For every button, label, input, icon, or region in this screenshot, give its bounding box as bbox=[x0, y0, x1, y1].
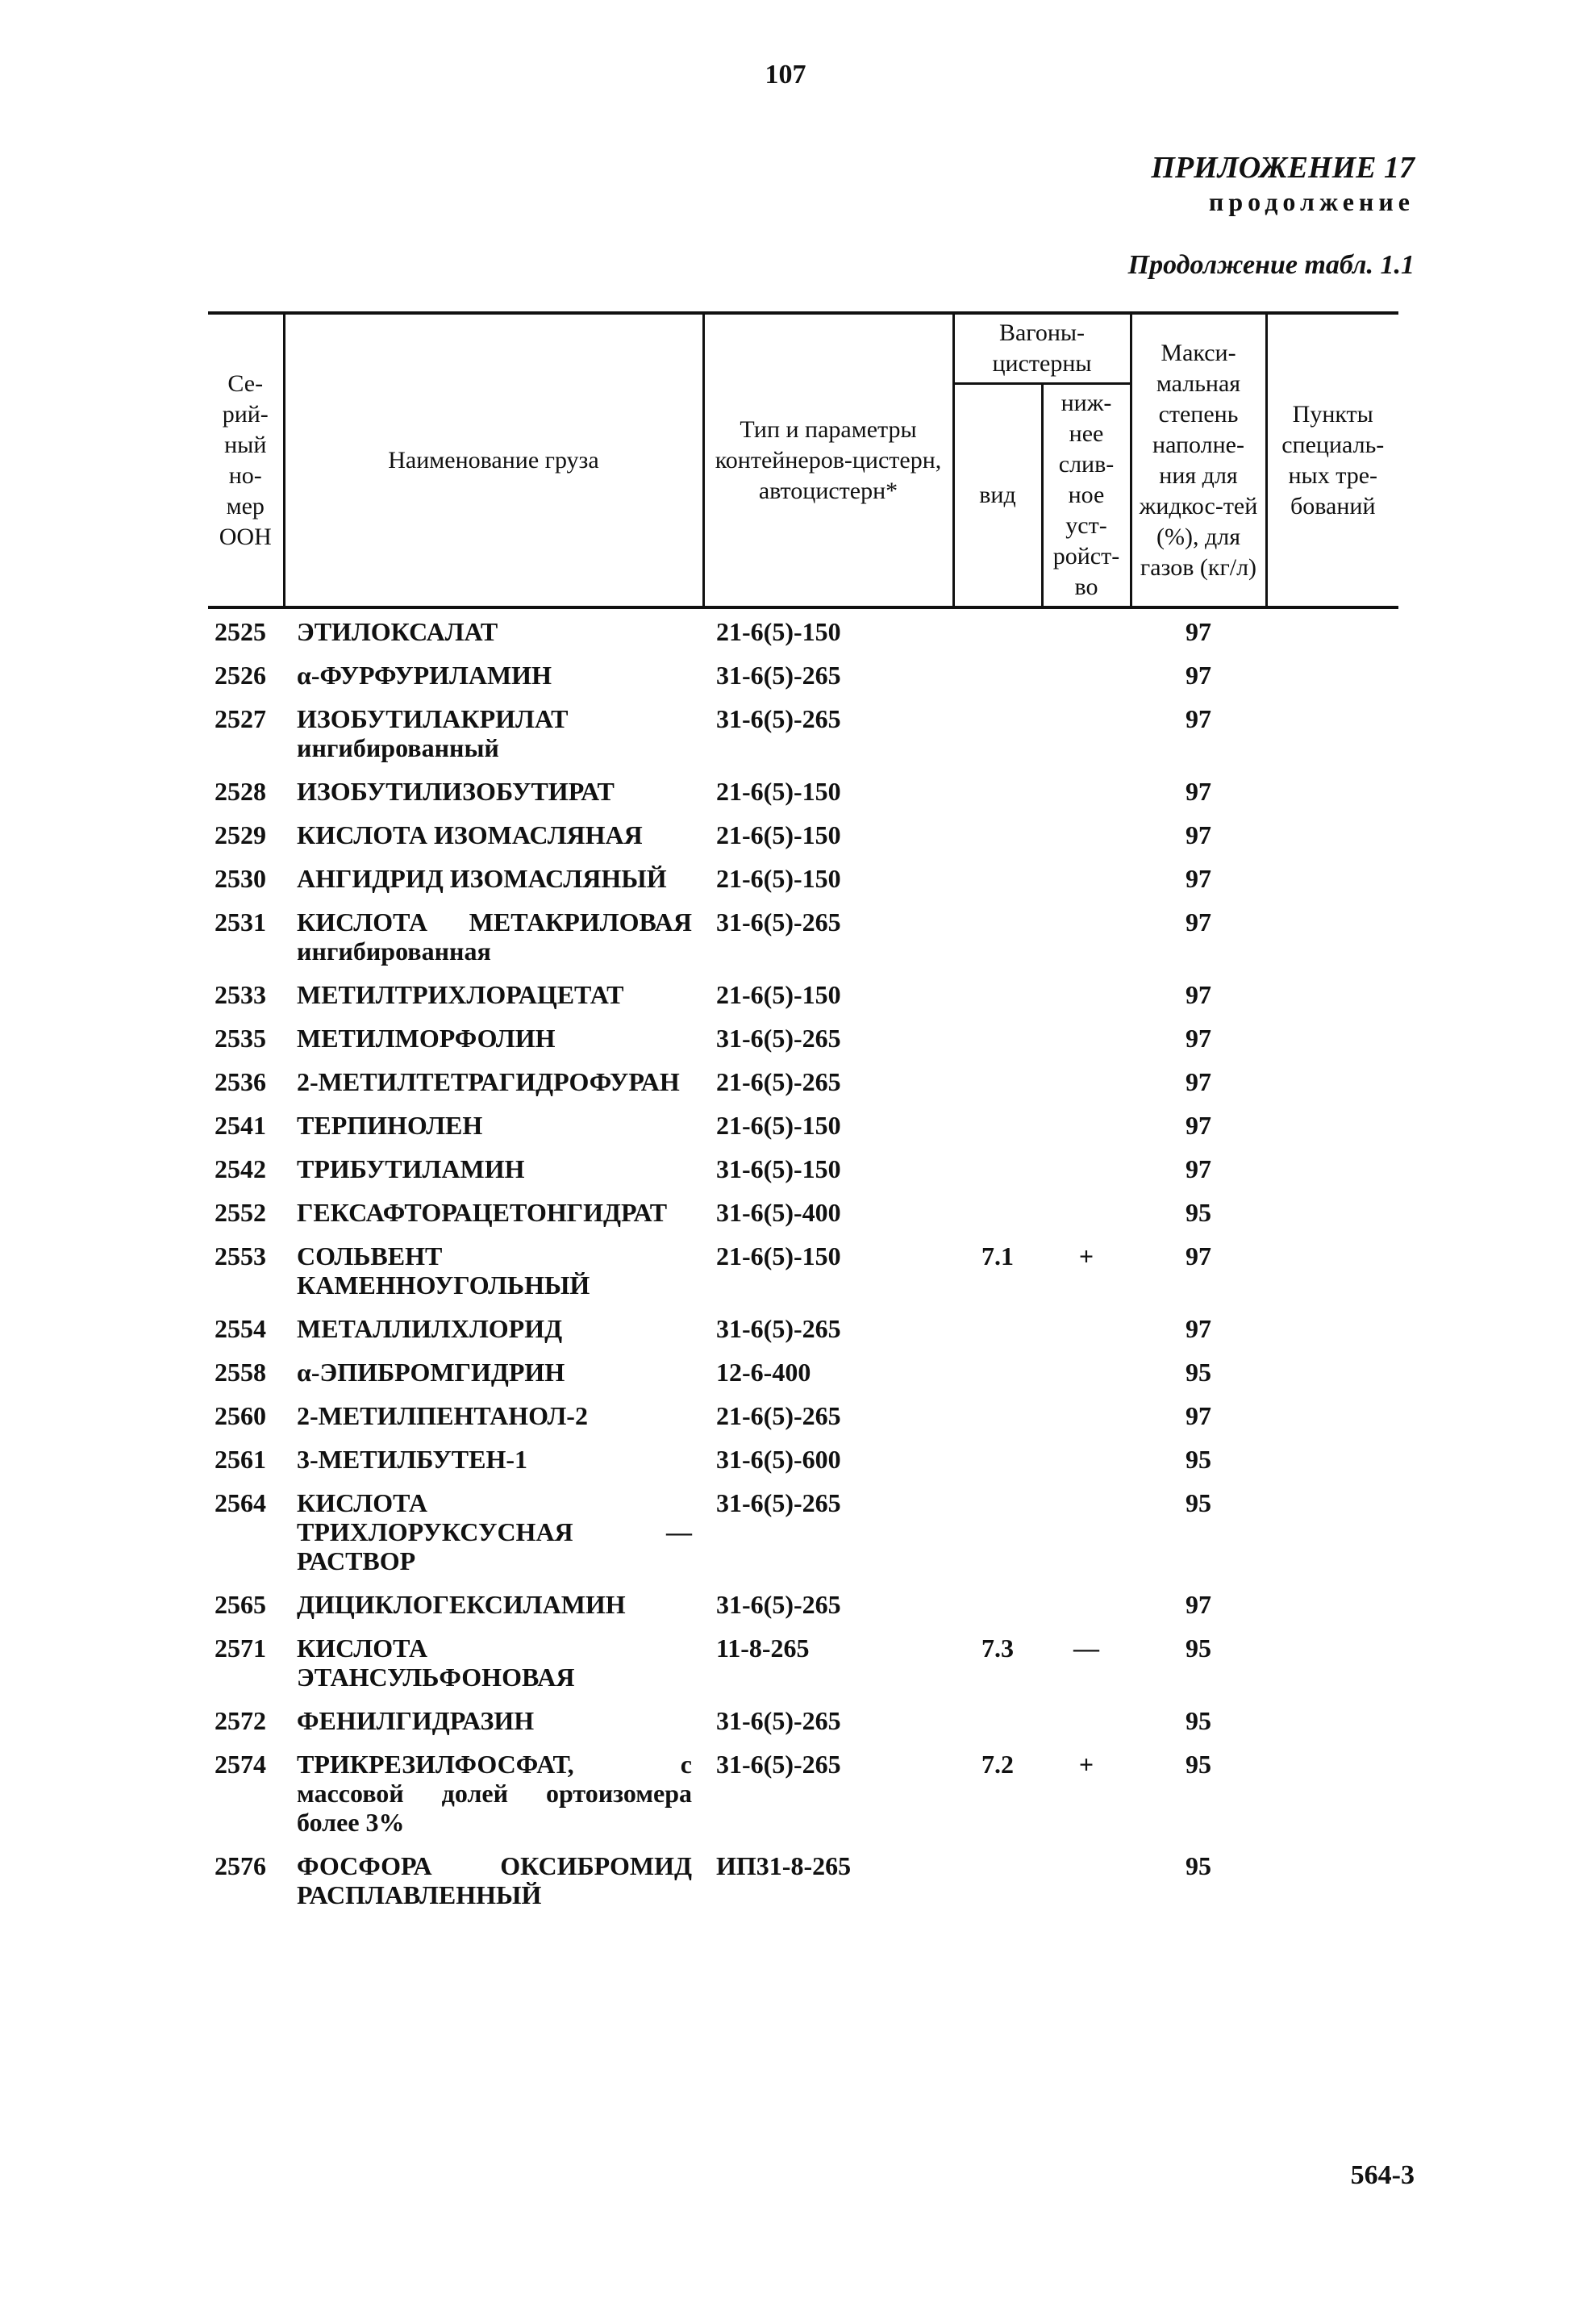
row-special-requirements bbox=[1266, 1843, 1398, 1916]
table-row bbox=[208, 856, 1398, 899]
row-serial-number: 2528 bbox=[215, 777, 266, 806]
row-serial-number: 2576 bbox=[215, 1851, 266, 1880]
row-bottom-drain bbox=[1042, 856, 1131, 899]
row-special-requirements bbox=[1266, 1480, 1398, 1582]
header-serial-number: Се-рий-ный но-мер ООН bbox=[208, 313, 284, 607]
table-header bbox=[208, 313, 1398, 607]
table-row bbox=[208, 1437, 1398, 1480]
row-max-filling: 97 bbox=[1186, 1590, 1211, 1619]
row-cargo-name: КИСЛОТА МЕТАКРИЛОВАЯ ингибированная bbox=[297, 907, 692, 966]
row-special-requirements bbox=[1266, 972, 1398, 1016]
row-wagon-kind bbox=[953, 1306, 1042, 1350]
row-cargo-name: МЕТИЛМОРФОЛИН bbox=[297, 1024, 556, 1053]
row-bottom-drain bbox=[1042, 653, 1131, 696]
row-special-requirements bbox=[1266, 769, 1398, 812]
row-bottom-drain bbox=[1042, 1016, 1131, 1059]
row-serial-number: 2558 bbox=[215, 1358, 266, 1387]
page-number: 107 bbox=[765, 60, 806, 90]
row-wagon-kind bbox=[953, 1059, 1042, 1103]
row-max-filling: 97 bbox=[1186, 1067, 1211, 1096]
row-special-requirements bbox=[1266, 1103, 1398, 1146]
row-wagon-kind bbox=[953, 1843, 1042, 1916]
row-bottom-drain bbox=[1042, 812, 1131, 856]
row-wagon-kind bbox=[953, 1350, 1042, 1393]
row-container-type: 31-6(5)-265 bbox=[716, 1314, 841, 1343]
row-cargo-name: КИСЛОТА ИЗОМАСЛЯНАЯ bbox=[297, 820, 643, 849]
row-serial-number: 2536 bbox=[215, 1067, 266, 1096]
table-row bbox=[208, 1843, 1398, 1916]
row-wagon-kind: 7.3 bbox=[981, 1633, 1014, 1663]
row-max-filling: 97 bbox=[1186, 777, 1211, 806]
row-max-filling: 95 bbox=[1186, 1851, 1211, 1880]
row-bottom-drain bbox=[1042, 1480, 1131, 1582]
row-serial-number: 2554 bbox=[215, 1314, 266, 1343]
row-wagon-kind bbox=[953, 1103, 1042, 1146]
cargo-table-wrapper bbox=[208, 311, 1398, 1916]
row-max-filling: 97 bbox=[1186, 1111, 1211, 1140]
row-bottom-drain bbox=[1042, 1146, 1131, 1190]
row-wagon-kind bbox=[953, 972, 1042, 1016]
row-wagon-kind bbox=[953, 1016, 1042, 1059]
row-special-requirements bbox=[1266, 1582, 1398, 1625]
row-bottom-drain bbox=[1042, 769, 1131, 812]
row-bottom-drain bbox=[1042, 607, 1131, 653]
row-wagon-kind bbox=[953, 899, 1042, 972]
row-serial-number: 2533 bbox=[215, 980, 266, 1009]
table-row bbox=[208, 1582, 1398, 1625]
row-wagon-kind bbox=[953, 1698, 1042, 1742]
row-max-filling: 95 bbox=[1186, 1750, 1211, 1779]
row-wagon-kind bbox=[953, 856, 1042, 899]
row-serial-number: 2526 bbox=[215, 661, 266, 690]
row-bottom-drain bbox=[1042, 1698, 1131, 1742]
row-container-type: 21-6(5)-265 bbox=[716, 1067, 841, 1096]
table-row bbox=[208, 1146, 1398, 1190]
row-special-requirements bbox=[1266, 1437, 1398, 1480]
row-max-filling: 97 bbox=[1186, 661, 1211, 690]
table-row bbox=[208, 607, 1398, 653]
row-wagon-kind bbox=[953, 653, 1042, 696]
row-special-requirements bbox=[1266, 1698, 1398, 1742]
row-container-type: 31-6(5)-150 bbox=[716, 1154, 841, 1183]
row-max-filling: 95 bbox=[1186, 1358, 1211, 1387]
row-bottom-drain: + bbox=[1078, 1241, 1094, 1270]
row-special-requirements bbox=[1266, 1016, 1398, 1059]
row-bottom-drain bbox=[1042, 972, 1131, 1016]
row-serial-number: 2527 bbox=[215, 704, 266, 733]
row-max-filling: 95 bbox=[1186, 1488, 1211, 1517]
row-cargo-name: α-ЭПИБРОМГИДРИН bbox=[297, 1358, 565, 1387]
row-bottom-drain bbox=[1042, 1306, 1131, 1350]
row-special-requirements bbox=[1266, 1306, 1398, 1350]
table-row bbox=[208, 1742, 1398, 1843]
row-bottom-drain bbox=[1042, 1843, 1131, 1916]
row-bottom-drain bbox=[1042, 1582, 1131, 1625]
table-row bbox=[208, 899, 1398, 972]
row-max-filling: 97 bbox=[1186, 820, 1211, 849]
row-serial-number: 2530 bbox=[215, 864, 266, 893]
table-row bbox=[208, 1103, 1398, 1146]
row-special-requirements bbox=[1266, 856, 1398, 899]
row-container-type: 21-6(5)-150 bbox=[716, 617, 841, 646]
row-max-filling: 97 bbox=[1186, 1401, 1211, 1430]
row-max-filling: 97 bbox=[1186, 704, 1211, 733]
row-cargo-name: ДИЦИКЛОГЕКСИЛАМИН bbox=[297, 1590, 626, 1619]
row-serial-number: 2552 bbox=[215, 1198, 266, 1227]
row-wagon-kind bbox=[953, 1190, 1042, 1233]
row-serial-number: 2572 bbox=[215, 1706, 266, 1735]
row-wagon-kind bbox=[953, 1437, 1042, 1480]
row-cargo-name: ФОСФОРА ОКСИБРОМИД РАСПЛАВЛЕННЫЙ bbox=[297, 1851, 692, 1909]
row-cargo-name: АНГИДРИД ИЗОМАСЛЯНЫЙ bbox=[297, 864, 667, 893]
row-wagon-kind bbox=[953, 769, 1042, 812]
row-cargo-name: ФЕНИЛГИДРАЗИН bbox=[297, 1706, 535, 1735]
row-container-type: 21-6(5)-150 bbox=[716, 820, 841, 849]
row-special-requirements bbox=[1266, 1190, 1398, 1233]
row-cargo-name: МЕТИЛТРИХЛОРАЦЕТАТ bbox=[297, 980, 624, 1009]
row-container-type: 31-6(5)-265 bbox=[716, 1590, 841, 1619]
row-max-filling: 97 bbox=[1186, 864, 1211, 893]
row-wagon-kind bbox=[953, 607, 1042, 653]
table-row bbox=[208, 1698, 1398, 1742]
row-cargo-name: ТЕРПИНОЛЕН bbox=[297, 1111, 483, 1140]
row-special-requirements bbox=[1266, 1350, 1398, 1393]
row-container-type: 31-6(5)-265 bbox=[716, 907, 841, 937]
row-container-type: 31-6(5)-265 bbox=[716, 1750, 841, 1779]
row-serial-number: 2553 bbox=[215, 1241, 266, 1270]
row-serial-number: 2525 bbox=[215, 617, 266, 646]
row-wagon-kind bbox=[953, 696, 1042, 769]
table-row bbox=[208, 1233, 1398, 1306]
table-row bbox=[208, 1059, 1398, 1103]
row-bottom-drain bbox=[1042, 1350, 1131, 1393]
row-container-type: 12-6-400 bbox=[716, 1358, 811, 1387]
row-bottom-drain: — bbox=[1073, 1633, 1099, 1663]
table-row bbox=[208, 696, 1398, 769]
row-serial-number: 2529 bbox=[215, 820, 266, 849]
row-bottom-drain bbox=[1042, 696, 1131, 769]
table-body bbox=[208, 607, 1398, 1916]
row-special-requirements bbox=[1266, 653, 1398, 696]
row-cargo-name: ИЗОБУТИЛИЗОБУТИРАТ bbox=[297, 777, 615, 806]
row-wagon-kind bbox=[953, 1146, 1042, 1190]
row-container-type: 21-6(5)-150 bbox=[716, 777, 841, 806]
row-max-filling: 95 bbox=[1186, 1445, 1211, 1474]
row-special-requirements bbox=[1266, 1393, 1398, 1437]
row-special-requirements bbox=[1266, 1146, 1398, 1190]
row-cargo-name: ГЕКСАФТОРАЦЕТОНГИДРАТ bbox=[297, 1198, 668, 1227]
row-special-requirements bbox=[1266, 1059, 1398, 1103]
row-wagon-kind bbox=[953, 1480, 1042, 1582]
row-serial-number: 2541 bbox=[215, 1111, 266, 1140]
row-container-type: 31-6(5)-265 bbox=[716, 1024, 841, 1053]
row-bottom-drain bbox=[1042, 1393, 1131, 1437]
row-bottom-drain bbox=[1042, 1059, 1131, 1103]
row-container-type: 21-6(5)-150 bbox=[716, 864, 841, 893]
footer-code: 564-3 bbox=[1350, 2160, 1415, 2190]
row-cargo-name: ИЗОБУТИЛАКРИЛАТ ингибированный bbox=[297, 704, 569, 762]
row-max-filling: 97 bbox=[1186, 1024, 1211, 1053]
table-row bbox=[208, 812, 1398, 856]
row-special-requirements bbox=[1266, 1233, 1398, 1306]
row-container-type: 31-6(5)-400 bbox=[716, 1198, 841, 1227]
row-bottom-drain bbox=[1042, 1437, 1131, 1480]
row-container-type: 21-6(5)-150 bbox=[716, 1111, 841, 1140]
row-special-requirements bbox=[1266, 1625, 1398, 1698]
header-tank-wagons: Вагоны-цистерны bbox=[953, 313, 1131, 384]
row-serial-number: 2561 bbox=[215, 1445, 266, 1474]
header-bottom-drain: ниж-нее слив-ное уст-ройст-во bbox=[1042, 384, 1131, 608]
row-cargo-name: КИСЛОТА ТРИХЛОРУКСУСНАЯ — РАСТВОР bbox=[297, 1488, 692, 1575]
row-cargo-name: ЭТИЛОКСАЛАТ bbox=[297, 617, 498, 646]
table-row bbox=[208, 1306, 1398, 1350]
header-special-requirements: Пункты специаль-ных тре-бований bbox=[1266, 313, 1398, 607]
row-cargo-name: ТРИБУТИЛАМИН bbox=[297, 1154, 525, 1183]
row-cargo-name: 2-МЕТИЛТЕТРАГИДРОФУРАН bbox=[297, 1067, 680, 1096]
table-row bbox=[208, 1625, 1398, 1698]
row-serial-number: 2565 bbox=[215, 1590, 266, 1619]
cargo-table bbox=[208, 311, 1398, 1916]
row-special-requirements bbox=[1266, 812, 1398, 856]
row-max-filling: 95 bbox=[1186, 1706, 1211, 1735]
table-row bbox=[208, 1350, 1398, 1393]
table-row bbox=[208, 769, 1398, 812]
row-cargo-name: 2-МЕТИЛПЕНТАНОЛ-2 bbox=[297, 1401, 588, 1430]
table-row bbox=[208, 1190, 1398, 1233]
row-cargo-name: КИСЛОТА ЭТАНСУЛЬФОНОВАЯ bbox=[297, 1633, 575, 1692]
row-special-requirements bbox=[1266, 607, 1398, 653]
header-max-filling: Макси-мальная степень наполне-ния для жидкос-тей (%), для газов (кг/л) bbox=[1131, 313, 1266, 607]
row-cargo-name: СОЛЬВЕНТ КАМЕННОУГОЛЬНЫЙ bbox=[297, 1241, 590, 1300]
table-row bbox=[208, 1393, 1398, 1437]
row-cargo-name: 3-МЕТИЛБУТЕН-1 bbox=[297, 1445, 528, 1474]
continuation-label: продолжение bbox=[1208, 187, 1415, 216]
row-special-requirements bbox=[1266, 1742, 1398, 1843]
appendix-title: ПРИЛОЖЕНИЕ 17 bbox=[1151, 151, 1415, 185]
row-serial-number: 2571 bbox=[215, 1633, 266, 1663]
table-row bbox=[208, 1480, 1398, 1582]
row-max-filling: 97 bbox=[1186, 1154, 1211, 1183]
row-cargo-name: МЕТАЛЛИЛХЛОРИД bbox=[297, 1314, 563, 1343]
row-wagon-kind: 7.1 bbox=[981, 1241, 1014, 1270]
table-row bbox=[208, 653, 1398, 696]
row-serial-number: 2564 bbox=[215, 1488, 266, 1517]
row-container-type: 31-6(5)-600 bbox=[716, 1445, 841, 1474]
row-cargo-name: α-ФУРФУРИЛАМИН bbox=[297, 661, 552, 690]
row-special-requirements bbox=[1266, 696, 1398, 769]
row-special-requirements bbox=[1266, 899, 1398, 972]
table-row bbox=[208, 1016, 1398, 1059]
row-container-type: 21-6(5)-150 bbox=[716, 980, 841, 1009]
row-max-filling: 95 bbox=[1186, 1633, 1211, 1663]
row-container-type: 31-6(5)-265 bbox=[716, 1706, 841, 1735]
row-container-type: 31-6(5)-265 bbox=[716, 704, 841, 733]
row-container-type: 31-6(5)-265 bbox=[716, 1488, 841, 1517]
row-max-filling: 97 bbox=[1186, 617, 1211, 646]
table-continuation-note: Продолжение табл. 1.1 bbox=[1127, 250, 1415, 280]
header-cargo-name: Наименование груза bbox=[284, 313, 703, 607]
header-wagon-kind: вид bbox=[953, 384, 1042, 608]
row-serial-number: 2535 bbox=[215, 1024, 266, 1053]
row-container-type: 21-6(5)-150 bbox=[716, 1241, 841, 1270]
row-wagon-kind bbox=[953, 1582, 1042, 1625]
row-wagon-kind bbox=[953, 812, 1042, 856]
row-max-filling: 95 bbox=[1186, 1198, 1211, 1227]
row-wagon-kind: 7.2 bbox=[981, 1750, 1014, 1779]
table-row bbox=[208, 972, 1398, 1016]
row-bottom-drain: + bbox=[1078, 1750, 1094, 1779]
row-cargo-name: ТРИКРЕЗИЛФОСФАТ, с массовой долей ортоизомера более 3% bbox=[297, 1750, 692, 1837]
row-max-filling: 97 bbox=[1186, 907, 1211, 937]
row-wagon-kind bbox=[953, 1393, 1042, 1437]
row-bottom-drain bbox=[1042, 899, 1131, 972]
row-container-type: 11-8-265 bbox=[716, 1633, 810, 1663]
row-serial-number: 2560 bbox=[215, 1401, 266, 1430]
header-container-type: Тип и параметры контейнеров-цистерн, автоцистерн* bbox=[703, 313, 953, 607]
row-max-filling: 97 bbox=[1186, 1241, 1211, 1270]
row-container-type: 31-6(5)-265 bbox=[716, 661, 841, 690]
row-serial-number: 2542 bbox=[215, 1154, 266, 1183]
row-container-type: ИП31-8-265 bbox=[716, 1851, 852, 1880]
row-bottom-drain bbox=[1042, 1103, 1131, 1146]
row-container-type: 21-6(5)-265 bbox=[716, 1401, 841, 1430]
row-bottom-drain bbox=[1042, 1190, 1131, 1233]
row-serial-number: 2574 bbox=[215, 1750, 266, 1779]
row-serial-number: 2531 bbox=[215, 907, 266, 937]
row-max-filling: 97 bbox=[1186, 980, 1211, 1009]
row-max-filling: 97 bbox=[1186, 1314, 1211, 1343]
